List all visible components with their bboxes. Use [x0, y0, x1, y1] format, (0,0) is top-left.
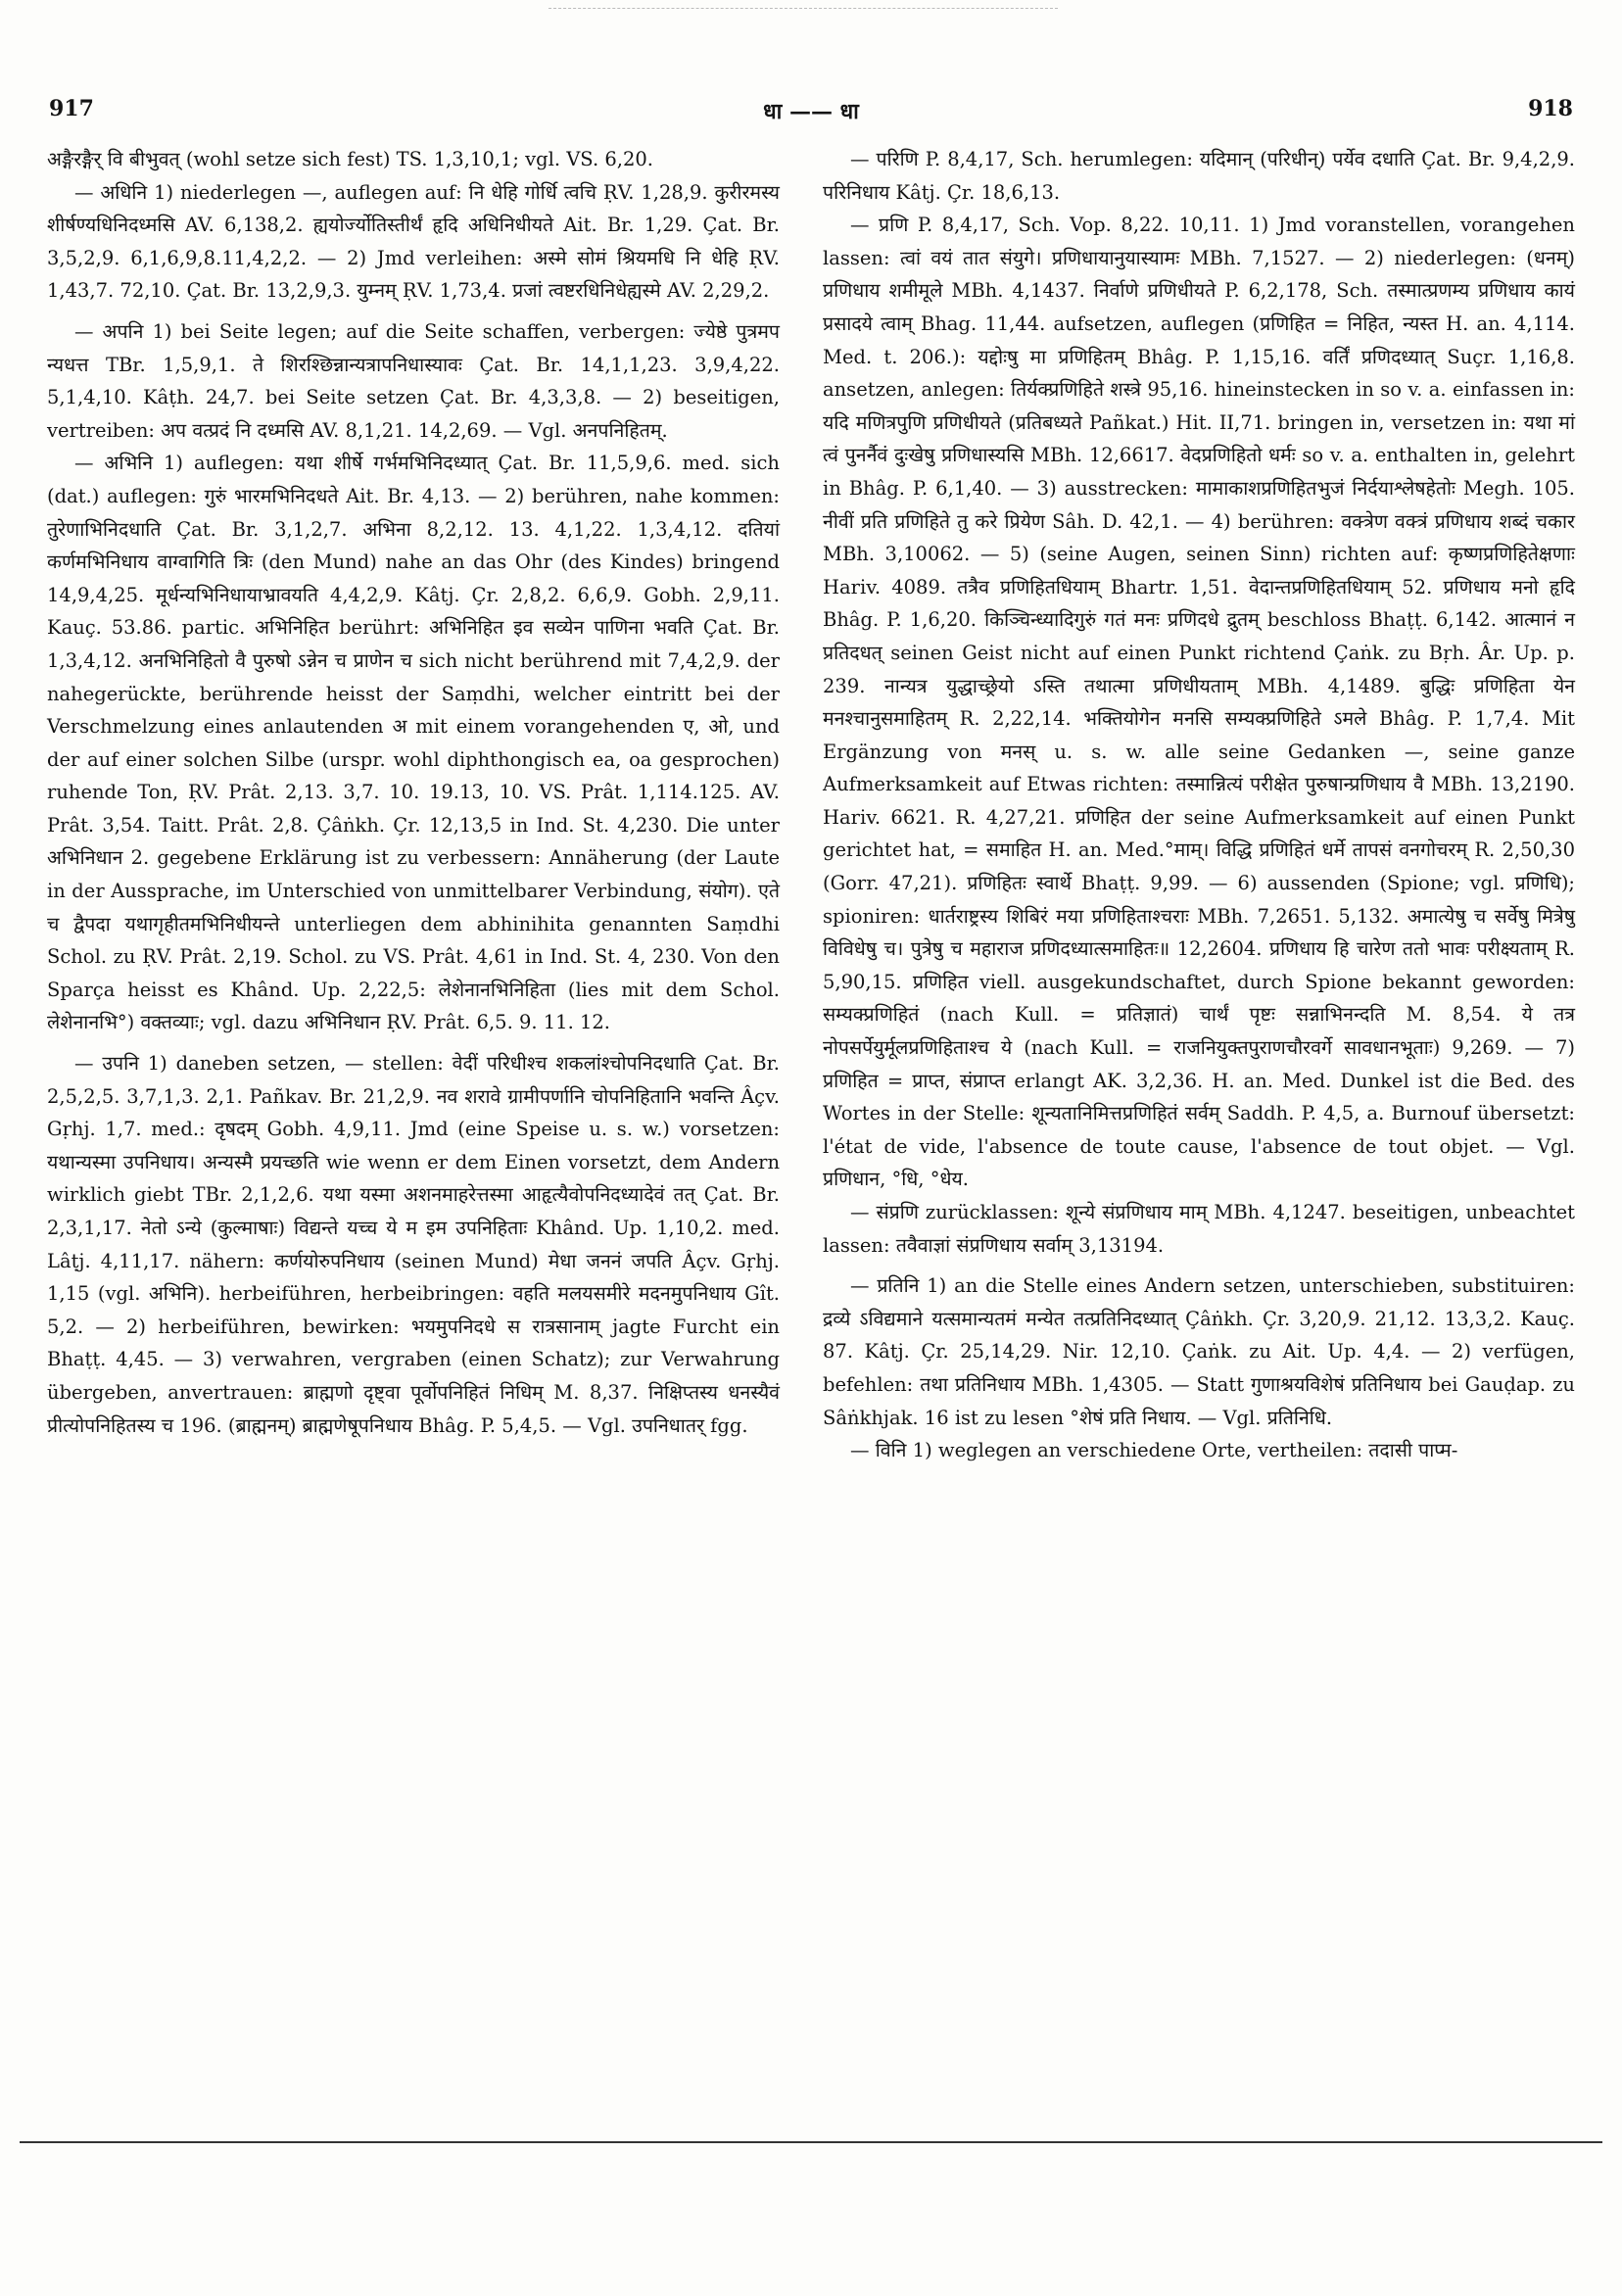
entry-paragraph: अङ्गैरङ्गैर् वि बीभुवत् (wohl setze sich fest) TS. 1,3,10,1; vgl. VS. 6,20.: [47, 148, 653, 170]
entry-apani: — अपनि 1) bei Seite legen; auf die Seite schaffen, verbergen: ज्येष्ठे पुत्रमप न्यधत्त TBr. 1,5,9,1. ते शिरश्छिन्नान्यत्रापनिधास्यावः Çat. Br. 14,1,1,23. 3,9,4,22. 5,1,4,10. Kâṭh. 24,7. bei Seite setzen Çat. Br. 4,3,3,8. — 2) beseitigen, vertreiben: अप वत्प्रदं नि दध्मसि AV. 8,1,21. 14,2,69. — Vgl. अनपनिहितम्.: [47, 319, 780, 442]
entry-pratini: — प्रतिनि 1) an die Stelle eines Andern setzen, unterschieben, substituiren: द्रव्ये ऽविद्यमाने यत्समान्यतमं मन्येत तत्प्रतिनिदध्यात् Çâṅkh. Çr. 3,20,9. 21,12. 13,3,2. Kauç. 87. Kâtj. Çr. 25,14,29. Nir. 12,10. Çaṅk. zu Ait. Up. 4,4. — 2) verfügen, befehlen: तथा प्रतिनिधाय MBh. 1,4305. — Statt गुणाश्रयविशेषं प्रतिनिधाय bei Gauḍap. zu Sâṅkhjak. 16 ist zu lesen °शेषं प्रति निधाय. — Vgl. प्रतिनिधि.: [823, 1274, 1575, 1429]
left-column: [47, 143, 780, 1442]
entry-prani: — प्रणि P. 8,4,17, Sch. Vop. 8,22. 10,11. 1) Jmd voranstellen, vorangehen lassen: त्वां वयं तात संयुगे। प्रणिधायानुयास्यामः MBh. 7,1527. — 2) niederlegen: (धनम्) प्रणिधाय शमीमूले MBh. 4,1437. निर्वाणे प्रणिधीयते P. 6,2,178, Sch. तस्मात्प्रणम्य प्रणिधाय कायं प्रसादये त्वाम् Bhag. 11,44. aufsetzen, auflegen (प्रणिहित = निहित, न्यस्त H. an. 4,114. Med. t. 206.): यद्दोःषु मा प्रणिहितम् Bhâg. P. 1,15,16. वर्तिं प्रणिदध्यात् Suçr. 1,16,8. ansetzen, anlegen: तिर्यक्प्रणिहिते शस्त्रे 95,16. hineinstecken in so v. a. einfassen in: यदि मणित्रपुणि प्रणिधीयते (प्रतिबध्यते Pañkat.) Hit. II,71. bringen in, versetzen in: यथा मां त्वं पुनर्नैवं दुःखेषु प्रणिधास्यसि MBh. 12,6617. वेदप्रणिहितो धर्मः so v. a. enthalten in, gelehrt in Bhâg. P. 6,1,40. — 3) ausstrecken: मामाकाशप्रणिहितभुजं निर्दयाश्लेषहेतोः Megh. 105. नीवीं प्रति प्रणिहिते तु करे प्रियेण Sâh. D. 42,1. — 4) berühren: वक्त्रेण वक्त्रं प्रणिधाय शब्दं चकार MBh. 3,10062. — 5) (seine Augen, seinen Sinn) richten auf: कृष्णप्रणिहितेक्षणाः Hariv. 4089. तत्रैव प्रणिहितधियाम् Bhartr. 1,51. वेदान्तप्रणिहितधियाम् 52. प्रणिधाय मनो हृदि Bhâg. P. 1,6,20. किञ्चिन्ध्यादिगुरुं गतं मनः प्रणिदधे द्रुतम् beschloss Bhaṭṭ. 6,142. आत्मानं न प्रतिदधत् seinen Geist nicht auf einen Punkt richtend Çaṅk. zu Bṛh. Âr. Up. p. 239. नान्यत्र युद्धाच्छ्रेयो ऽस्ति तथात्मा प्रणिधीयताम् MBh. 4,1489. बुद्धिः प्रणिहिता येन मनश्चानुसमाहितम् R. 2,22,14. भक्तियोगेन मनसि सम्यक्प्रणिहिते ऽमले Bhâg. P. 1,7,4. Mit Ergänzung von मनस् u. s. w. alle seine Gedanken —, seine ganze Aufmerksamkeit auf Etwas richten: तस्मान्नित्यं परीक्षेत पुरुषान्प्रणिधाय वै MBh. 13,2190. Hariv. 6621. R. 4,27,21. प्रणिहित der seine Aufmerksamkeit auf einen Punkt gerichtet hat, = समाहित H. an. Med.°माम्। विद्धि प्रणिहितं धर्मे तापसं वनगोचरम् R. 2,50,30 (Gorr. 47,21). प्रणिहितः स्वार्थे Bhaṭṭ. 9,99. — 6) aussenden (Spione; vgl. प्रणिधि); spioniren: धार्तराष्ट्रस्य शिबिरं मया प्रणिहिताश्चराः MBh. 7,2651. 5,132. अमात्येषु च सर्वेषु मित्रेषु विविधेषु च। पुत्रेषु च महाराज प्रणिदध्यात्समाहितः॥ 12,2604. प्रणिधाय हि चारेण ततो भावः परीक्ष्यताम् R. 5,90,15. प्रणिहित viell. ausgekundschaftet, durch Spione bekannt geworden: सम्यक्प्रणिहितं (nach Kull. = प्रतिज्ञातं) चार्थं पृष्टः सन्नाभिनन्दति M. 8,54. ये तत्र नोपसर्पेयुर्मूलप्रणिहिताश्च ये (nach Kull. = राजनियुक्तपुराणचौरवर्गे सावधानभूताः) 9,269. — 7) प्रणिहित = प्राप्त, संप्राप्त erlangt AK. 3,2,36. H. an. Med. Dunkel ist die Bed. des Wortes in der Stelle: शून्यतानिमित्तप्रणिहितं सर्वम् Saddh. P. 4,5, a. Burnouf übersetzt: l'état de vide, l'absence de toute cause, l'absence de tout objet. — Vgl. प्रणिधान, °धि, °धेय.: [823, 214, 1575, 1191]
entry-parini: — परिणि P. 8,4,17, Sch. herumlegen: यदिमान् (परिधीन्) पर्येव दधाति Çat. Br. 9,4,2,9. परिनिधाय Kâtj. Çr. 18,6,13.: [823, 148, 1575, 204]
entry-adhini: — अधिनि 1) niederlegen —, auflegen auf: नि धेहि गोर्धि त्वचि ṚV. 1,28,9. कुरीरमस्य शीर्षण्यधिनिदध्मसि AV. 6,138,2. ह्ययोर्ज्योतिस्तीर्थं हृदि अधिनिधीयते Ait. Br. 1,29. Çat. Br. 3,5,2,9. 6,1,6,9,8.11,4,2,2. — 2) Jmd verleihen: अस्मे सोमं श्रियमधि नि धेहि ṚV. 1,43,7. 72,10. Çat. Br. 13,2,9,3. युम्नम् ṚV. 1,73,4. प्रजां त्वष्टरधिनिधेह्यस्मे AV. 2,29,2.: [47, 180, 780, 303]
entry-upani: — उपनि 1) daneben setzen, — stellen: वेदीं परिधीश्च शकलांश्चोपनिदधाति Çat. Br. 2,5,2,5. 3,7,1,3. 2,1. Pañkav. Br. 21,2,9. नव शरावे ग्रामीपर्णानि चोपनिहितानि भवन्ति Âçv. Gṛhj. 1,7. med.: दृषदम् Gobh. 4,9,11. Jmd (eine Speise u. s. w.) vorsetzen: यथान्यस्मा उपनिधाय। अन्यस्मै प्रयच्छति wie wenn er dem Einen vorsetzt, dem Andern wirklich giebt TBr. 2,1,2,6. यथा यस्मा अशनमाहरेत्तस्मा आहृत्यैवोपनिदध्यादेवं तत् Çat. Br. 2,3,1,17. नेतो ऽन्ये (कुल्माषाः) विद्यन्ते यच्च ये म इम उपनिहिताः Khând. Up. 1,10,2. med. Lâṭj. 4,11,17. nähern: कर्णयोरुपनिधाय (seinen Mund) मेधा जननं जपति Âçv. Gṛhj. 1,15 (vgl. अभिनि). herbeiführen, herbeibringen: वहति मलयसमीरे मदनमुपनिधाय Gît. 5,2. — 2) herbeiführen, bewirken: भयमुपनिदधे स रात्रसानाम् jagte Furcht ein Bhaṭṭ. 4,45. — 3) verwahren, vergraben (einen Schatz); zur Verwahrung übergeben, anvertrauen: ब्राह्मणो दृष्ट्वा पूर्वोपनिहितं निधिम् M. 8,37. निक्षिप्तस्य धनस्यैवं प्रीत्योपनिहितस्य च 196. (ब्राह्मनम्) ब्राह्मणेषूपनिधाय Bhâg. P. 5,4,5. — Vgl. उपनिधातर् fgg.: [47, 1052, 780, 1437]
right-column: [823, 143, 1575, 1467]
headword-range: धा —— धा: [763, 99, 859, 124]
entry-abhini: — अभिनि 1) auflegen: यथा शीर्षे गर्भमभिनिदध्यात् Çat. Br. 11,5,9,6. med. sich (dat.) auflegen: गुरुं भारमभिनिदधते Ait. Br. 4,13. — 2) berühren, nahe kommen: तुरेणाभिनिदधाति Çat. Br. 3,1,2,7. अभिना 8,2,12. 13. 4,1,22. 1,3,4,12. दतियां कर्णमभिनिधाय वाग्वागिति त्रिः (den Mund) nahe an das Ohr (des Kindes) bringend 14,9,4,25. मूर्धन्यभिनिधायाभ्रावयति 4,4,2,9. Kâtj. Çr. 2,8,2. 6,6,9. Gobh. 2,9,11. Kauç. 53.86. partic. अभिनिहित berührt: अभिनिहित इव सव्येन पाणिना भवति Çat. Br. 1,3,4,12. अनभिनिहितो वै पुरुषो ऽन्नेन च प्राणेन च sich nicht berührend mit 7,4,2,9. der nahegerückte, berührende heisst der Saṃdhi, welcher eintritt bei der Verschmelzung eines anlautenden अ mit einem vorangehenden ए, ओ, und der auf einer solchen Silbe (urspr. wohl diphthongisch ea, oa gesprochen) ruhende Ton, ṚV. Prât. 2,13. 3,7. 10. 19.13, 10. VS. Prât. 1,114.125. AV. Prât. 3,54. Taitt. Prât. 2,8. Çâṅkh. Çr. 12,13,5 in Ind. St. 4,230. Die unter अभिनिधान 2. gegebene Erklärung ist zu verbessern: Annäherung (der Laute in der Aussprache, im Unterschied von unmittelbarer Verbindung, संयोग). एते च द्वैपदा यथागृहीतमभिनिधीयन्ते unterliegen dem abhinihita genannten Saṃdhi Schol. zu ṚV. Prât. 2,19. Schol. zu VS. Prât. 4,61 in Ind. St. 4, 230. Von den Sparça heisst es Khând. Up. 2,22,5: लेशेनानभिनिहिता (lies mit dem Schol. लेशेनानभि°) वक्तव्याः; vgl. dazu अभिनिधान ṚV. Prât. 6,5. 9. 11. 12.: [47, 452, 780, 1034]
running-header: [43, 96, 1579, 131]
scan-artifact-line: [549, 8, 1058, 9]
entry-sampranī: — संप्रणि zurücklassen: शून्ये संप्रणिधाय माम् MBh. 4,1247. beseitigen, unbeachtet lassen: तवैवाज्ञां संप्रणिधाय सर्वाम् 3,13194.: [823, 1201, 1575, 1257]
page-number-left: 917: [49, 96, 94, 121]
entry-vini: — विनि 1) weglegen an verschiedene Orte, vertheilen: तदासी पाप्म-: [850, 1439, 1458, 1462]
page-bottom-rule: [20, 2141, 1602, 2143]
page-number-right: 918: [1528, 96, 1573, 121]
